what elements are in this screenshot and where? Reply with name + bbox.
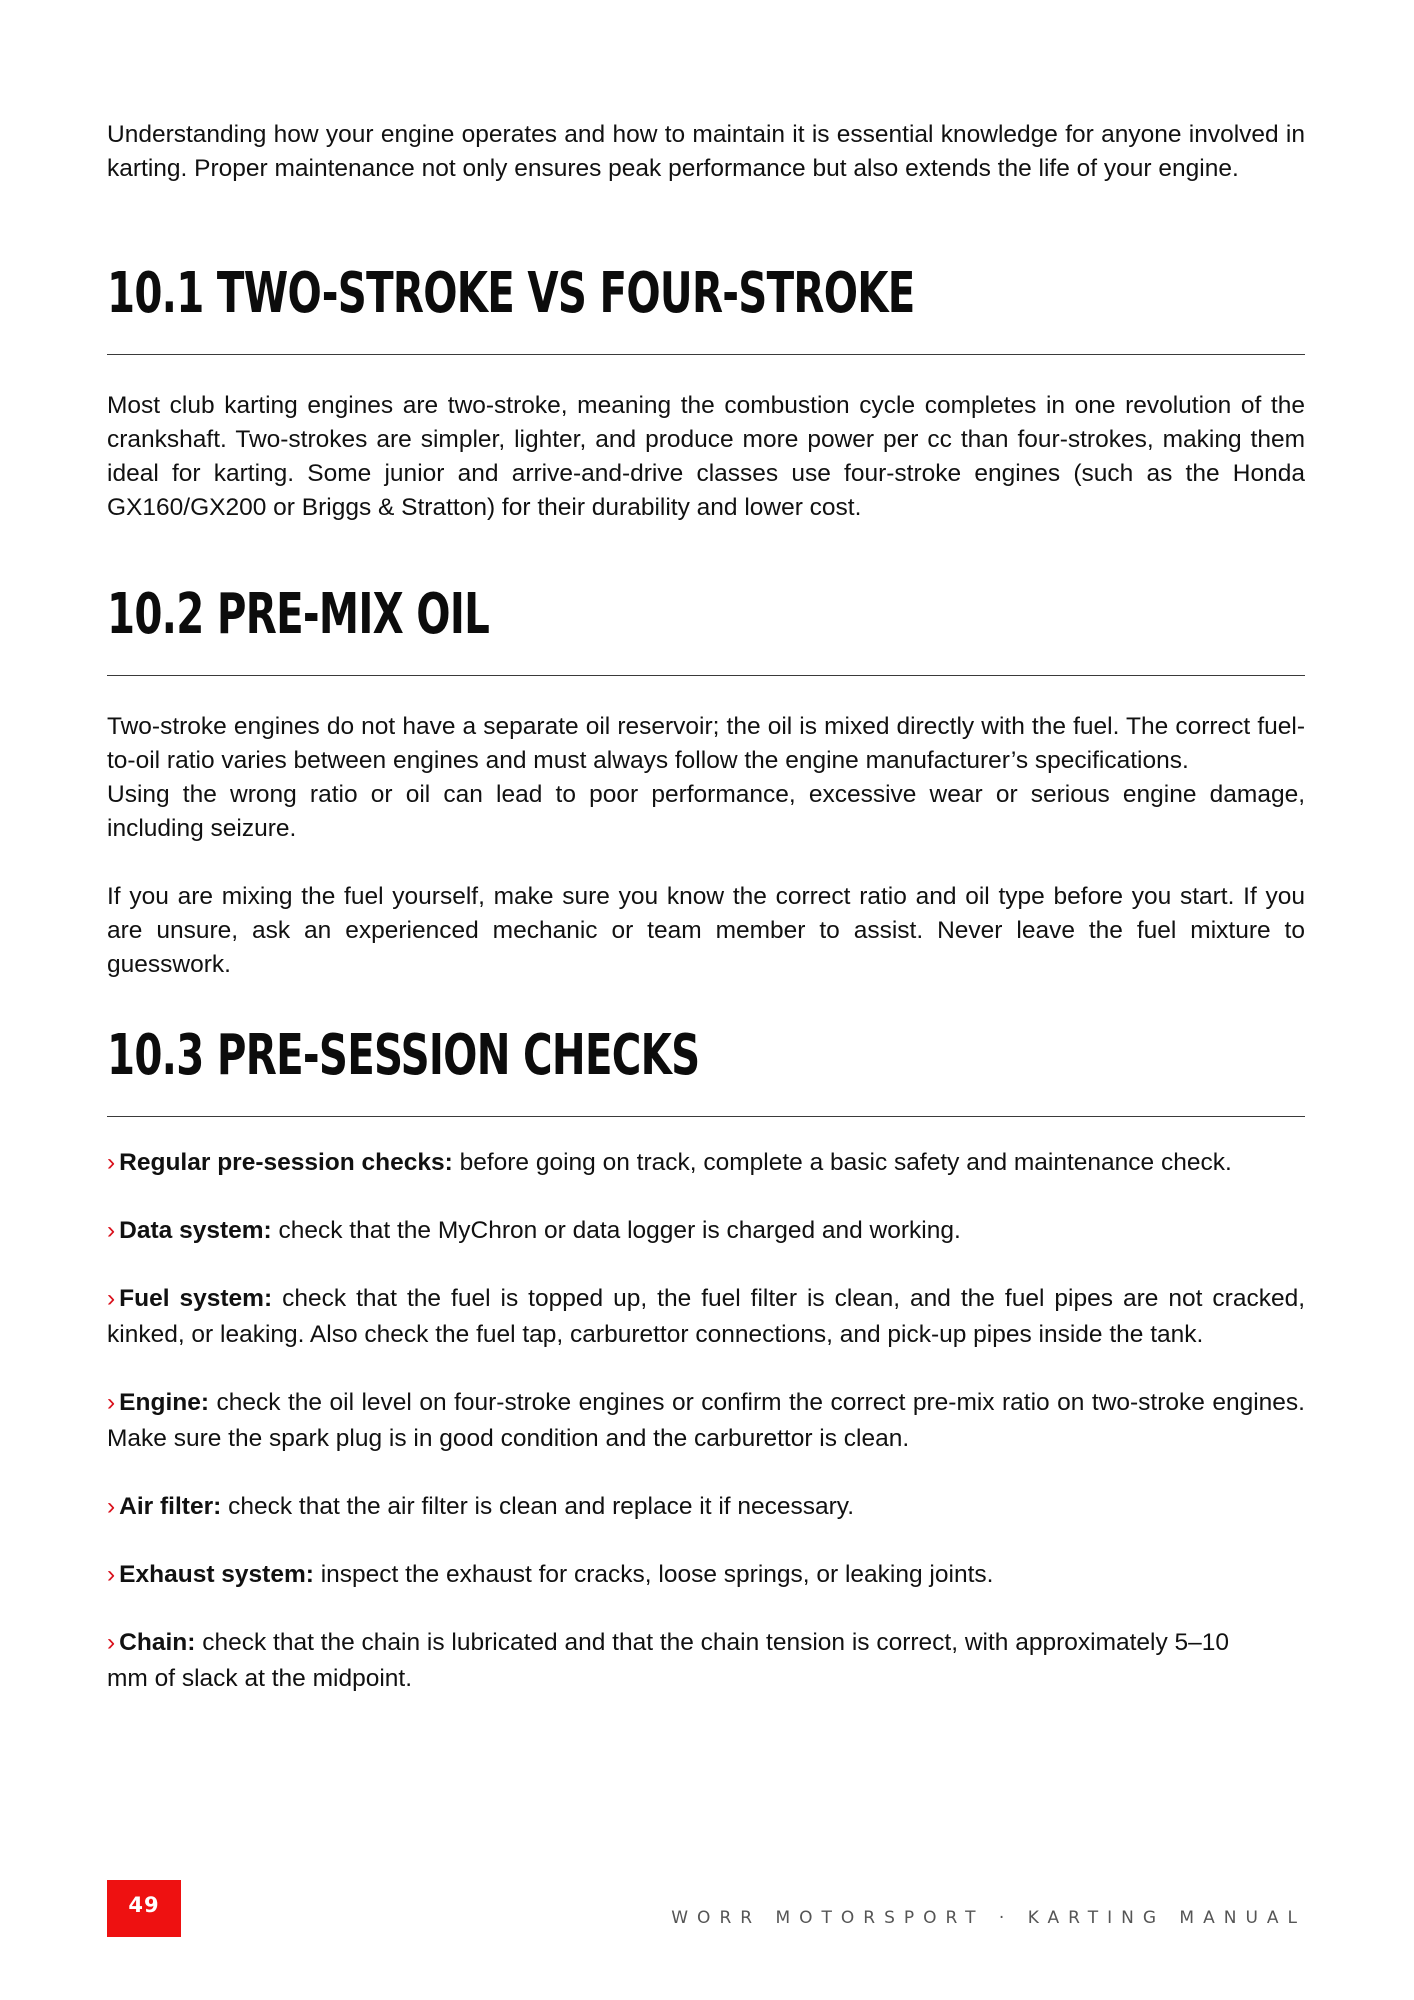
- list-item: [107, 1557, 1305, 1593]
- chevron-right-icon: ›: [107, 1493, 116, 1520]
- section-divider: [107, 675, 1305, 676]
- intro-paragraph: Understanding how your engine operates and how to maintain it is essential knowledge for anyone involved in karting. Proper maintenance not only ensures peak performance but also extends the life of your engine.: [107, 121, 1305, 182]
- list-item-text: check that the fuel is topped up, the fuel filter is clean, and the fuel pipes are not cracked, kinked, or leaking. Also check the fuel tap, carburettor connections, and pick-up pipes inside the tank.: [107, 1285, 1305, 1348]
- section-heading-10-3: 10.3 PRE-SESSION CHECKS: [107, 1023, 700, 1088]
- section-paragraph: Two-stroke engines do not have a separate oil reservoir; the oil is mixed directly with the fuel. The correct fuel-to-oil ratio varies between engines and must always follow the engine manufacturer’s specifications.: [107, 713, 1305, 774]
- chevron-right-icon: ›: [107, 1561, 116, 1588]
- list-item: [107, 1281, 1305, 1353]
- list-item: [107, 1385, 1305, 1457]
- list-item: [107, 1213, 1305, 1249]
- checklist: [107, 1145, 1305, 1697]
- list-item: [107, 1489, 1305, 1525]
- list-item-label: Data system:: [119, 1217, 272, 1244]
- footer-title: WORR MOTORSPORT · KARTING MANUAL: [671, 1908, 1306, 1928]
- list-item-text: before going on track, complete a basic safety and maintenance check.: [452, 1149, 1232, 1176]
- chevron-right-icon: ›: [107, 1217, 116, 1244]
- chevron-right-icon: ›: [107, 1285, 116, 1312]
- section-divider: [107, 1116, 1305, 1117]
- list-item: [107, 1145, 1305, 1181]
- list-item-text: inspect the exhaust for cracks, loose springs, or leaking joints.: [313, 1561, 994, 1588]
- list-item-label: Chain:: [119, 1629, 196, 1656]
- list-item-label: Air filter:: [119, 1493, 222, 1520]
- section-heading-10-2: 10.2 PRE-MIX OIL: [107, 582, 490, 647]
- section-heading-10-1: 10.1 TWO-STROKE VS FOUR-STROKE: [107, 261, 915, 326]
- list-item-label: Fuel system:: [119, 1285, 273, 1312]
- list-item-label: Regular pre-session checks:: [119, 1149, 453, 1176]
- list-item-label: Engine:: [119, 1389, 210, 1416]
- list-item-text: check that the air filter is clean and replace it if necessary.: [221, 1493, 855, 1520]
- section-paragraph: Using the wrong ratio or oil can lead to poor performance, excessive wear or serious engine damage, including seizure.: [107, 781, 1305, 842]
- list-item-text: check that the chain is lubricated and that the chain tension is correct, with approximately 5–10 mm of slack at the midpoint.: [107, 1629, 1230, 1692]
- section-paragraph: If you are mixing the fuel yourself, make sure you know the correct ratio and oil type before you start. If you are unsure, ask an experienced mechanic or team member to assist. Never leave the fuel mixture to guesswork.: [107, 883, 1305, 978]
- chevron-right-icon: ›: [107, 1149, 116, 1176]
- list-item-text: check that the MyChron or data logger is charged and working.: [271, 1217, 961, 1244]
- chevron-right-icon: ›: [107, 1629, 116, 1656]
- section-divider: [107, 354, 1305, 355]
- list-item-text: check the oil level on four-stroke engines or confirm the correct pre-mix ratio on two-stroke engines. Make sure the spark plug is in good condition and the carburettor is clean.: [107, 1389, 1305, 1452]
- list-item-label: Exhaust system:: [119, 1561, 314, 1588]
- chevron-right-icon: ›: [107, 1389, 116, 1416]
- section-paragraph: Most club karting engines are two-stroke, meaning the combustion cycle completes in one revolution of the crankshaft. Two-strokes are simpler, lighter, and produce more power per cc than four-strokes, making them ideal for karting. Some junior and arrive-and-drive classes use four-stroke engines (such as the Honda GX160/GX200 or Briggs & Stratton) for their durability and lower cost.: [107, 392, 1305, 521]
- page-number-badge: 49: [107, 1880, 181, 1937]
- list-item: [107, 1625, 1257, 1697]
- page-content: [107, 118, 1305, 1697]
